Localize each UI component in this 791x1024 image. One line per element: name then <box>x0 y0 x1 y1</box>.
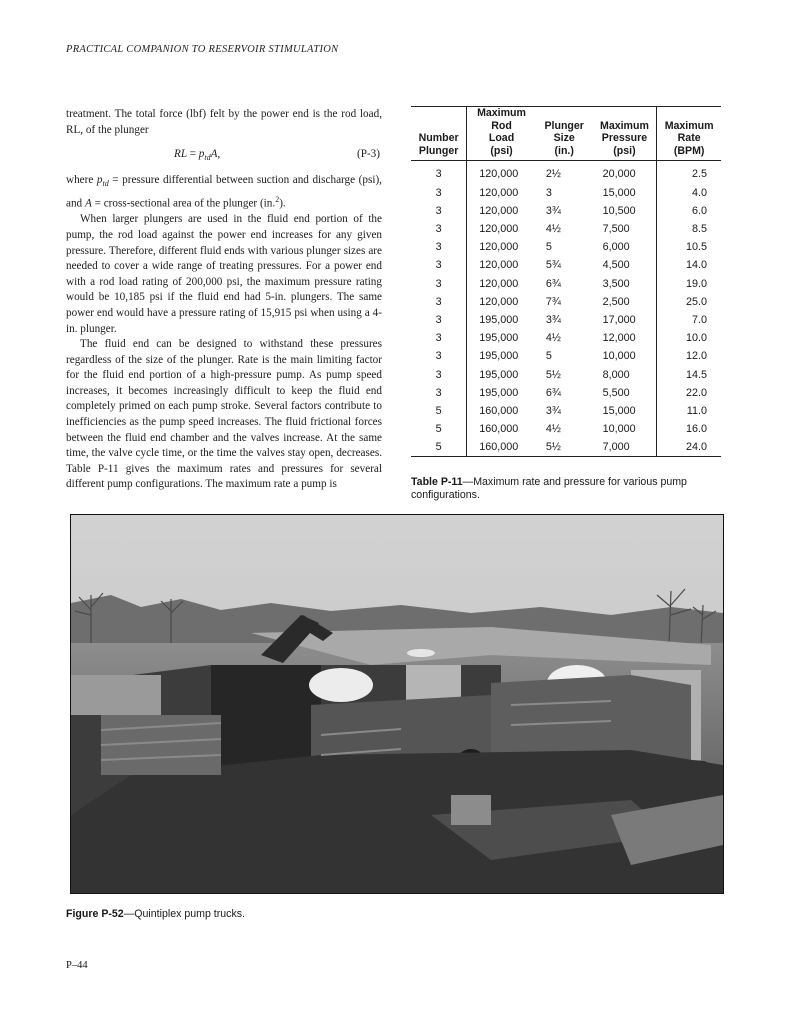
table-cell: 120,000 <box>479 186 519 199</box>
table-cell: 120,000 <box>479 204 519 217</box>
table-row <box>411 238 721 256</box>
paragraph-1: treatment. The total force (lbf) felt by the power end is the rod load, RL, of the plunger <box>66 108 382 136</box>
table-cell: 10,000 <box>593 347 657 365</box>
table-cell: 5 <box>545 350 552 363</box>
table-cell: 14.0 <box>685 259 707 272</box>
table-cell: 15,000 <box>593 402 657 420</box>
table-row <box>411 329 721 347</box>
table-cell: 14.5 <box>685 368 707 381</box>
table-cell: 3,500 <box>593 275 657 293</box>
table-cell: 120,000 <box>479 223 519 236</box>
table-cell: 16.0 <box>685 423 707 436</box>
header-plunger-size: Plunger Size (in.) <box>536 107 593 161</box>
table-cell: 2.5 <box>691 168 707 181</box>
table-cell: 8,000 <box>593 365 657 383</box>
table-cell: 7.0 <box>691 313 707 326</box>
table-row <box>411 384 721 402</box>
figure-caption: Figure P-52—Quintiplex pump trucks. <box>66 908 245 920</box>
body-text-column <box>66 107 382 493</box>
pump-configuration-table <box>411 107 721 457</box>
table-cell: 4½ <box>545 223 561 236</box>
table-cell: 5½ <box>545 368 561 381</box>
table-cell: 6.0 <box>691 204 707 217</box>
table-row <box>411 256 721 274</box>
table-cell: 3 <box>411 311 467 329</box>
table-row <box>411 202 721 220</box>
table-cell: 19.0 <box>685 277 707 290</box>
table-cell: 25.0 <box>685 295 707 308</box>
equation-expression: RL = $p_{td}A$, <box>174 148 221 163</box>
table-cell: 3 <box>411 202 467 220</box>
table-cell: 160,000 <box>467 438 536 457</box>
table-cell: 6¾ <box>545 277 561 290</box>
equation-number: (P-3) <box>357 148 380 161</box>
table-cell: 22.0 <box>685 386 707 399</box>
table-row <box>411 311 721 329</box>
table-p11 <box>411 107 721 457</box>
table-top-rule <box>411 106 721 107</box>
table-cell: 3 <box>411 293 467 311</box>
table-cell: 3 <box>411 238 467 256</box>
table-cell: 12,000 <box>593 329 657 347</box>
table-cell: 3 <box>545 186 552 199</box>
table-cell: 12.0 <box>685 350 707 363</box>
table-cell: 3 <box>411 384 467 402</box>
table-cell: 195,000 <box>479 386 519 399</box>
table-cell: 120,000 <box>479 241 519 254</box>
table-cell: 195,000 <box>479 368 519 381</box>
table-cell: 5,500 <box>593 384 657 402</box>
table-cell: 6¾ <box>545 386 561 399</box>
page-number: P–44 <box>66 960 88 971</box>
equation-p3 <box>66 147 382 163</box>
table-cell: 3 <box>411 365 467 383</box>
table-cell: 120,000 <box>479 259 519 272</box>
table-cell: 4.0 <box>691 186 707 199</box>
paragraph-3: When larger plungers are used in the fluid end portion of the pump, the rod load against the power end increases for any given pressure. Therefore, different fluid ends with various plunger sizes are needed to cover a wide range of treating pressures. For a power end with a rod load rating of 200,000 psi, the maximum pressure rating would be 10,185 psi if the fluid end had 5-in. plungers. The same power end would have a pressure rating of 15,915 psi when using a 4-in. plunger. <box>66 213 382 335</box>
table-cell: 3 <box>411 161 467 184</box>
table-cell: 5 <box>545 241 552 254</box>
table-cell: 160,000 <box>479 423 519 436</box>
table-row <box>411 402 721 420</box>
table-cell: 11.0 <box>686 404 707 417</box>
header-max-rate: Maximum Rate (BPM) <box>657 107 721 161</box>
table-header-row <box>411 107 721 161</box>
header-number-plunger: Number Plunger <box>411 107 467 161</box>
table-cell: 5 <box>411 438 467 457</box>
table-cell: 10,500 <box>593 202 657 220</box>
table-cell: 3¾ <box>545 204 561 217</box>
table-cell: 3 <box>411 329 467 347</box>
table-row <box>411 347 721 365</box>
table-cell: 3 <box>411 347 467 365</box>
table-cell: 10,000 <box>593 420 657 438</box>
table-cell: 17,000 <box>593 311 657 329</box>
table-row <box>411 184 721 202</box>
table-cell: 3¾ <box>545 313 561 326</box>
paragraph-2: where $p_{td}$ = pressure differential between suction and discharge (psi), and A = cross-sectional area of the plunger (in.$^2$). <box>66 174 382 210</box>
table-cell: 7,000 <box>593 438 657 457</box>
header-max-pressure: Maximum Pressure (psi) <box>593 107 657 161</box>
table-cell: 10.5 <box>685 241 707 254</box>
table-cell: 3 <box>411 256 467 274</box>
table-cell: 195,000 <box>479 350 519 363</box>
table-cell: 7¾ <box>545 295 561 308</box>
table-cell: 5½ <box>536 438 593 457</box>
table-cell: 20,000 <box>593 161 657 184</box>
table-row <box>411 293 721 311</box>
table-cell: 10.0 <box>685 332 707 345</box>
table-row <box>411 275 721 293</box>
table-caption: Table P-11—Maximum rate and pressure for various pump configurations. <box>411 476 687 501</box>
table-cell: 5 <box>411 402 467 420</box>
table-cell: 195,000 <box>479 313 519 326</box>
table-cell: 3 <box>411 220 467 238</box>
table-cell: 3¾ <box>545 404 561 417</box>
pump-trucks-photo <box>70 514 724 894</box>
table-row <box>411 438 721 457</box>
table-row <box>411 420 721 438</box>
table-cell: 8.5 <box>691 223 707 236</box>
table-cell: 4,500 <box>593 256 657 274</box>
header-max-rod-load: Maximum Rod Load (psi) <box>467 107 536 161</box>
table-cell: 5¾ <box>545 259 561 272</box>
running-header: PRACTICAL COMPANION TO RESERVOIR STIMULATION <box>66 44 339 55</box>
table-row <box>411 220 721 238</box>
paragraph-4: The fluid end can be designed to withstand these pressures regardless of the size of the plunger. Rate is the main limiting factor for the fluid end portion of a high-pressure pump. As pump speed increases, it becomes increasingly difficult to keep the fluid end completely primed on each pump stroke. Several factors contribute to inefficiencies as the pump speed increases. The fluid frictional forces between the fluid end chamber and the valves increase. At the same time, the valve cycle time, or the time the valves stay open, decreases. Table P-11 gives the maximum rates and pressures for several different pump configurations. The maximum rate a pump is <box>66 338 382 491</box>
table-cell: 120,000 <box>479 168 519 181</box>
table-cell: 2,500 <box>593 293 657 311</box>
table-cell: 5 <box>411 420 467 438</box>
table-cell: 3 <box>411 184 467 202</box>
table-row <box>411 365 721 383</box>
table-cell: 120,000 <box>479 277 519 290</box>
table-cell: 120,000 <box>479 295 519 308</box>
table-cell: 2½ <box>545 168 561 181</box>
table-cell: 15,000 <box>593 184 657 202</box>
table-cell: 6,000 <box>593 238 657 256</box>
table-cell: 4½ <box>545 423 561 436</box>
table-cell: 195,000 <box>479 332 519 345</box>
table-cell: 4½ <box>545 332 561 345</box>
table-cell: 24.0 <box>657 438 721 457</box>
table-cell: 7,500 <box>593 220 657 238</box>
table-cell: 3 <box>411 275 467 293</box>
table-cell: 160,000 <box>479 404 519 417</box>
table-row <box>411 161 721 184</box>
